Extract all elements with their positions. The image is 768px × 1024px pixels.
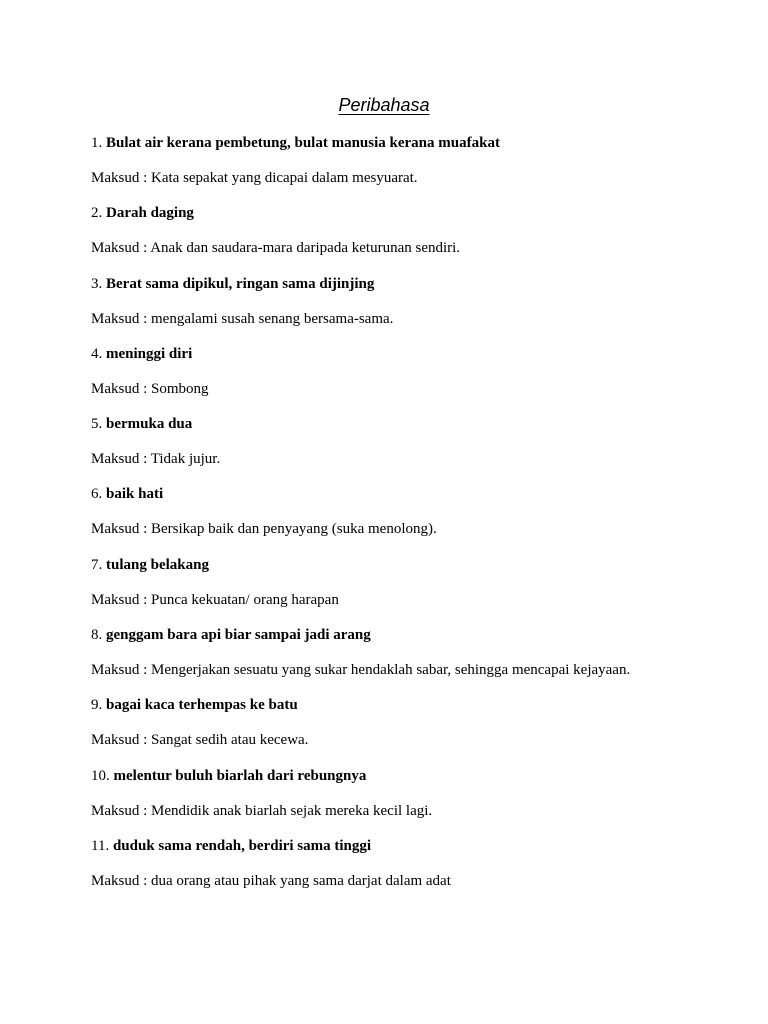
proverb-line — [91, 765, 731, 800]
proverb-entry — [91, 765, 731, 835]
proverb-text: duduk sama rendah, berdiri sama tinggi — [112, 837, 372, 854]
meaning-text: mengalami susah senang bersama-sama. — [151, 310, 394, 327]
meaning-text: Sangat sedih atau kecewa. — [151, 732, 309, 749]
proverb-text: genggam bara api biar sampai jadi arang — [106, 627, 371, 644]
proverb-line — [91, 132, 731, 167]
meaning-line — [91, 308, 731, 330]
proverb-line — [91, 835, 731, 870]
proverb-line — [91, 483, 731, 518]
proverb-line — [91, 343, 731, 378]
meaning-label: Maksud : — [91, 380, 148, 397]
proverb-line — [91, 694, 731, 729]
proverb-entry — [91, 132, 731, 202]
entry-number: 3. — [91, 275, 103, 292]
meaning-label: Maksud : — [91, 662, 148, 679]
meaning-text: Mengerjakan sesuatu yang sukar hendaklah sabar, sehingga mencapai kejayaan. — [151, 662, 631, 679]
proverb-text: bermuka dua — [106, 416, 193, 433]
meaning-line — [91, 378, 731, 400]
meaning-line — [91, 870, 731, 892]
meaning-text: Anak dan saudara-mara daripada keturunan sendiri. — [150, 240, 461, 257]
entry-number: 6. — [91, 486, 103, 503]
proverb-line — [91, 413, 731, 448]
meaning-label: Maksud : — [91, 521, 148, 538]
entry-number: 1. — [91, 135, 103, 151]
proverb-entry — [91, 554, 731, 624]
proverb-text: melentur buluh biarlah dari rebungnya — [113, 767, 367, 784]
meaning-line — [91, 448, 731, 470]
proverb-entry — [91, 343, 731, 413]
meaning-label: Maksud : — [91, 310, 148, 327]
proverb-text: meninggi diri — [106, 345, 193, 362]
proverb-text: Berat sama dipikul, ringan sama dijinjing — [106, 275, 375, 292]
meaning-label: Maksud : — [91, 240, 148, 257]
proverb-text: tulang belakang — [106, 556, 209, 573]
proverb-entry — [91, 694, 731, 764]
entry-number: 10. — [91, 767, 110, 784]
proverb-entry — [91, 483, 731, 553]
meaning-line — [91, 518, 731, 540]
proverb-entry — [91, 624, 731, 694]
entry-number: 7. — [91, 556, 103, 573]
proverb-text: baik hati — [106, 486, 164, 503]
meaning-text: Punca kekuatan/ orang harapan — [151, 591, 339, 608]
proverb-line — [91, 273, 731, 308]
entry-number: 11. — [91, 837, 110, 854]
meaning-label: Maksud : — [91, 872, 148, 889]
meaning-label: Maksud : — [91, 170, 148, 186]
proverb-list — [91, 132, 731, 905]
entry-number: 8. — [91, 627, 103, 644]
meaning-line — [91, 167, 731, 189]
meaning-label: Maksud : — [91, 591, 148, 608]
meaning-text: Sombong — [151, 380, 209, 397]
page-title: Peribahasa — [338, 95, 430, 115]
meaning-line — [91, 237, 731, 259]
proverb-text: Darah daging — [106, 205, 194, 222]
entry-number: 5. — [91, 416, 103, 433]
proverb-line — [91, 202, 731, 237]
entry-number: 2. — [91, 205, 103, 222]
meaning-label: Maksud : — [91, 802, 148, 819]
meaning-line — [91, 800, 731, 822]
meaning-line — [91, 589, 731, 611]
proverb-entry — [91, 202, 731, 272]
meaning-text: dua orang atau pihak yang sama darjat dalam adat — [151, 872, 451, 889]
proverb-text: bagai kaca terhempas ke batu — [106, 697, 298, 714]
proverb-entry — [91, 413, 731, 483]
entry-number: 9. — [91, 697, 103, 714]
proverb-text: Bulat air kerana pembetung, bulat manusia kerana muafakat — [106, 135, 500, 151]
meaning-text: Kata sepakat yang dicapai dalam mesyuarat. — [151, 170, 418, 186]
entry-number: 4. — [91, 345, 103, 362]
meaning-label: Maksud : — [91, 732, 148, 749]
proverb-entry — [91, 835, 731, 905]
proverb-line — [91, 554, 731, 589]
meaning-text: Mendidik anak biarlah sejak mereka kecil lagi. — [151, 802, 433, 819]
meaning-line — [91, 659, 731, 681]
proverb-line — [91, 624, 731, 659]
meaning-text: Bersikap baik dan penyayang (suka menolong). — [151, 521, 437, 538]
meaning-text: Tidak jujur. — [150, 451, 221, 468]
meaning-line — [91, 729, 731, 751]
meaning-label: Maksud : — [91, 451, 148, 468]
proverb-entry — [91, 273, 731, 343]
